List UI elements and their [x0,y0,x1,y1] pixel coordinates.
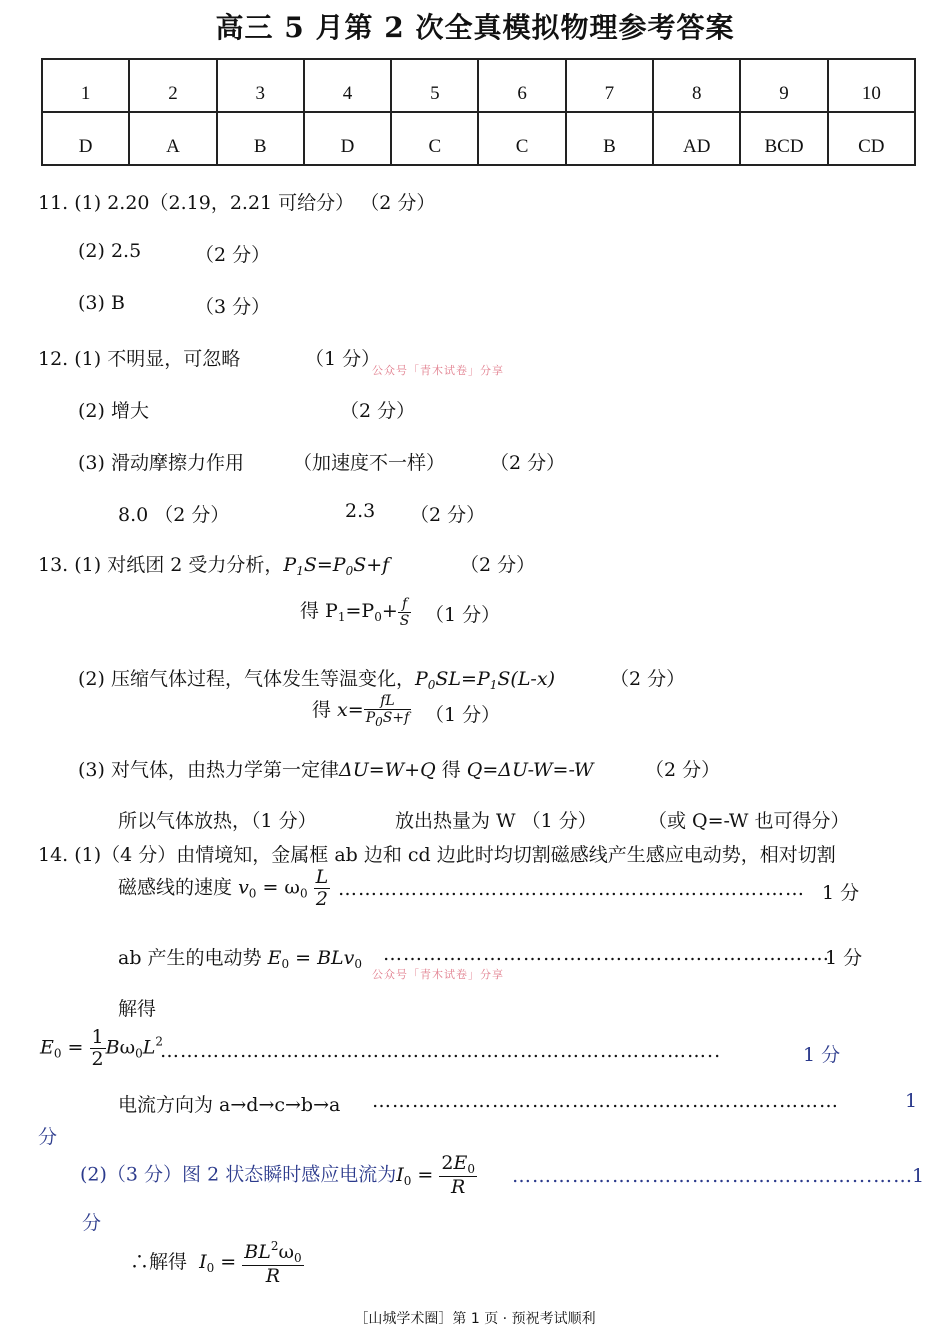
table-cell: BCD [740,112,827,165]
table-cell: 4 [304,59,391,112]
q14-line3: ab 产生的电动势 $E_0 = BLv_0$ [118,947,363,971]
q11-line3-score: （3 分） [195,296,271,318]
table-cell: 1 [42,59,129,112]
q13-line3-text: (2) 压缩气体过程，气体发生等温变化， [78,668,415,690]
table-cell: B [566,112,653,165]
table-cell: 7 [566,59,653,112]
table-row-numbers [42,59,915,112]
q13-line1-text: 13. (1) 对纸团 2 受力分析， [38,554,284,576]
fraction: $\frac{L}{2}$ [315,866,329,910]
q11-line2: (2) 2.5 [78,240,142,262]
q13-line4-text: 得 [312,699,338,721]
formula: $P_0SL=P_1S(L-x)$ [414,668,555,692]
table-cell: D [304,112,391,165]
q13-line5: (3) 对气体，由热力学第一定律ΔU=W+Q 得 Q=ΔU-W=-W [78,759,594,781]
q12-line4-c: （2 分） [410,504,486,526]
table-cell: 2 [129,59,216,112]
q14-line8: (2)（3 分）图 2 状态瞬时感应电流为$I_0$ = $\frac{2E_0}{R}$ [80,1152,475,1198]
q13-line6-b: 放出热量为 W （1 分） [395,810,597,832]
leader-dots: ……………………………………………………….… [383,943,831,965]
table-cell: 3 [217,59,304,112]
q12-line2: (2) 增大 [78,400,149,422]
q13-line4-score: （1 分） [425,704,501,726]
q12-line3-note: （加速度不一样） [293,452,446,474]
q14-line3-text: ab 产生的电动势 [118,947,262,969]
q14-line10-text: ∴解得 [130,1251,188,1273]
answer-table [41,58,916,166]
q11-line1: 11. (1) 2.20（2.19，2.21 可给分） （2 分） [38,192,436,214]
q13-line1-score: （2 分） [460,554,536,576]
table-cell: A [129,112,216,165]
leader-dots: ………………………………………………………………….…….. [160,1040,722,1062]
table-cell: 8 [653,59,740,112]
watermark: 公众号「青木试卷」分享 [372,968,504,981]
table-cell: 9 [740,59,827,112]
q14-line5: $E_0$ = $\frac{1}{2}$ $B\omega_0L^2$ [40,1026,163,1070]
q13-line2-score: （1 分） [425,604,501,626]
q14-line10: ∴解得 $I_0$ = $\frac{BL^2\omega_0}{R}$ [130,1239,302,1287]
q14-line6-score: 1 [905,1090,918,1112]
leader-dots: ……………………………………………...…… [512,1165,914,1187]
q13-line1 [38,550,389,578]
q12-line4-b: 2.3 [345,500,376,522]
table-cell: 5 [391,59,478,112]
table-cell: CD [828,112,915,165]
q12-line1-score: （1 分） [305,348,381,370]
leader-dots: …………………………………………………….……… [372,1090,840,1112]
q14-line5-score: 1 分 [803,1044,841,1066]
q12-line1: 12. (1) 不明显，可忽略 [38,348,241,370]
q14-line1: 14. (1)（4 分）由情境知，金属框 ab 边和 cd 边此时均切割磁感线产生感应电动势，相对切割 [38,844,836,866]
page-title: 高三 5 月第 2 次全真模拟物理参考答案 [215,11,735,44]
q11-line2-score: （2 分） [195,244,271,266]
q11-line3: (3) B [78,292,125,314]
watermark: 公众号「青木试卷」分享 [372,364,504,377]
table-cell: AD [653,112,740,165]
q13-line5-score: （2 分） [645,759,721,781]
q14-line9: 分 [82,1212,102,1234]
table-cell: C [391,112,478,165]
q14-line3-score: 1 分 [825,947,863,969]
q14-line4: 解得 [118,998,157,1020]
q14-line7: 分 [38,1126,58,1148]
table-cell: D [42,112,129,165]
q12-line4-a: 8.0 （2 分） [118,504,230,526]
table-cell: 10 [828,59,915,112]
q13-line3-score: （2 分） [610,668,686,690]
leader-dots: ……………………………………………………….…… [338,878,806,900]
fraction: $\frac{1}{2}$ [91,1026,104,1070]
table-cell: B [217,112,304,165]
q14-line6: 电流方向为 a→d→c→b→a [118,1094,341,1116]
q13-line5-text: (3) 对气体，由热力学第一定律 [78,759,339,781]
q13-line3 [78,664,555,692]
q13-line5-mid: 得 [435,759,467,781]
table-row-answers [42,112,915,165]
table-cell: C [478,112,565,165]
page-footer: ［山城学术圈］第 1 页 · 预祝考试顺利 [354,1311,596,1327]
q14-line2-text: 磁感线的速度 [118,876,233,899]
q12-line3-score: （2 分） [490,452,566,474]
q12-line2-score: （2 分） [340,400,416,422]
q14-line8-text: (2)（3 分）图 2 状态瞬时感应电流为 [80,1163,397,1186]
table-cell: 6 [478,59,565,112]
q13-line2-text: 得 P [300,600,338,622]
q12-line3: (3) 滑动摩擦力作用 [78,452,244,474]
q13-line4: 得 x= $\frac{fL}{P0S+f}$ [312,693,410,729]
q13-line6-a: 所以气体放热，（1 分） [118,810,317,832]
q14-line2-score: 1 分 [822,882,860,904]
formula: $P_1S=P_0S+f$ [283,554,390,578]
q14-line2: 磁感线的速度 $v_0 = \omega_0$ $\frac{L}{2}$ [118,866,329,910]
fraction: $\frac{BL^2\omega_0}{R}$ [244,1239,302,1287]
q13-line6-c: （或 Q=-W 也可得分） [648,810,850,832]
q14-line8-score: 1 [912,1165,925,1187]
fraction: $\frac{fL}{P0S+f}$ [365,693,410,729]
q13-line2: 得 $P_1=P_0+$ $\frac{f}{S}$ [300,595,410,629]
fraction: $\frac{2E_0}{R}$ [441,1152,475,1198]
fraction: $\frac{f}{S}$ [399,595,410,629]
